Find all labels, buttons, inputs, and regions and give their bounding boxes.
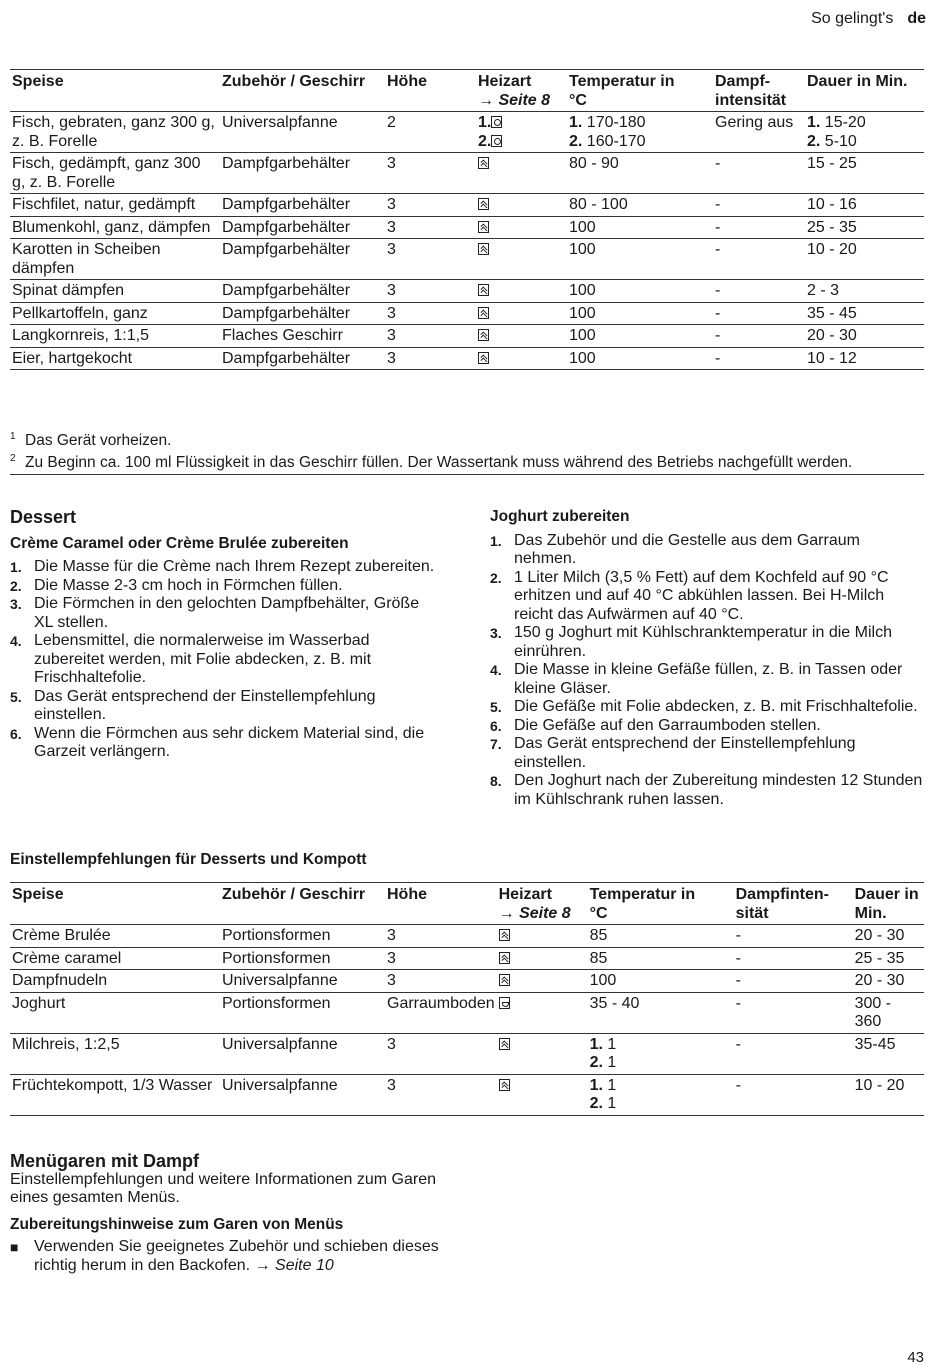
cell-speise: Dampfnudeln [10, 970, 220, 993]
cell-hoehe: 3 [385, 280, 476, 303]
cell-hoehe: 3 [385, 325, 476, 348]
table-row [10, 153, 924, 194]
col-dampf: Dampfinten- sität [734, 883, 853, 925]
cell-speise: Eier, hartgekocht [10, 347, 220, 370]
list-item: 6. Wenn die Förmchen aus sehr dickem Material sind, die Garzeit verlängern. [10, 724, 425, 760]
cell-hoehe: 3 [385, 239, 476, 280]
cell-heizart [476, 280, 567, 303]
cell-dampf: - [713, 194, 805, 217]
cell-temperatur: 80 - 90 [567, 153, 713, 194]
cell-dauer: 1. 15-20 2. 5-10 [805, 112, 924, 153]
cell-heizart [497, 1033, 588, 1074]
list-item: 5. Die Gefäße mit Folie abdecken, z. B. mit Frischhaltefolie. [490, 698, 918, 715]
cell-zubehoer: Dampfgarbehälter [220, 194, 385, 217]
menu-title: Menügaren mit Dampf [10, 1151, 200, 1171]
page-number: 43 [907, 1349, 924, 1366]
steam-mode-icon [499, 1079, 510, 1091]
col-dampf: Dampf- intensität [713, 70, 805, 112]
cell-dampf: - [713, 325, 805, 348]
steam-mode-icon [499, 1038, 510, 1050]
cell-dauer: 35 - 45 [805, 302, 924, 325]
steam-mode-icon [478, 157, 489, 169]
cell-dampf: - [734, 1074, 853, 1115]
table-row [10, 325, 924, 348]
cell-dauer: 300 - 360 [853, 992, 924, 1033]
cell-zubehoer: Dampfgarbehälter [220, 302, 385, 325]
cell-temperatur: 100 [567, 280, 713, 303]
col-speise: Speise [10, 883, 220, 925]
cell-heizart [476, 302, 567, 325]
list-item: 2. Die Masse 2-3 cm hoch in Förmchen füllen. [10, 576, 343, 594]
cell-hoehe: 3 [385, 947, 497, 970]
cell-temperatur: 100 [567, 302, 713, 325]
cell-zubehoer: Portionsformen [220, 992, 385, 1033]
cell-zubehoer: Dampfgarbehälter [220, 216, 385, 239]
menu-subtitle: Zubereitungshinweise zum Garen von Menüs [10, 1215, 344, 1233]
steam-mode-icon [499, 952, 510, 964]
table-row [10, 1074, 924, 1115]
cell-dauer: 10 - 20 [853, 1074, 924, 1115]
cell-dampf: - [713, 302, 805, 325]
cell-hoehe: 2 [385, 112, 476, 153]
cell-heizart [476, 239, 567, 280]
cell-dauer: 35-45 [853, 1033, 924, 1074]
table-row [10, 1033, 924, 1074]
cell-dampf: - [734, 1033, 853, 1074]
list-item: 3. Die Förmchen in den gelochten Dampfbehälter, Größe XL stellen. [10, 595, 420, 631]
cell-dampf: - [734, 992, 853, 1033]
cell-zubehoer: Portionsformen [220, 925, 385, 948]
cell-temperatur: 100 [567, 347, 713, 370]
footnote-1: $^1$ Das Gerät vorheizen. [10, 431, 172, 450]
col-dauer: Dauer in Min. [805, 70, 924, 112]
hot-air-steam-icon [491, 135, 502, 147]
list-item: 3. 150 g Joghurt mit Kühlschranktemperatur in die Milch einrühren. [490, 624, 892, 660]
list-item: 4. Lebensmittel, die normalerweise im Wasserbad zubereitet werden, mit Folie abdecken, z. B. mit Frischhaltefolie. [10, 632, 372, 686]
list-item: 8. Den Joghurt nach der Zubereitung mindesten 12 Stunden im Kühlschrank ruhen lassen. [490, 772, 923, 808]
table-row [10, 112, 924, 153]
table-row [10, 280, 924, 303]
cell-temperatur: 35 - 40 [588, 992, 734, 1033]
cell-heizart [497, 1074, 588, 1115]
footnote-2: $^2$ Zu Beginn ca. 100 ml Flüssigkeit in das Geschirr füllen. Der Wassertank muss während des Betriebs nachgefüllt werden. [10, 452, 853, 471]
cell-zubehoer: Dampfgarbehälter [220, 239, 385, 280]
cell-hoehe: 3 [385, 216, 476, 239]
cell-temperatur: 1. 170-180 2. 160-170 [567, 112, 713, 153]
cell-dampf: - [713, 216, 805, 239]
col-heizart: Heizart → Seite 8 [476, 70, 567, 112]
col-dauer: Dauer in Min. [853, 883, 924, 925]
cell-temperatur: 85 [588, 925, 734, 948]
cell-speise: Fisch, gedämpft, ganz 300 g, z. B. Forelle [10, 153, 220, 194]
cell-temperatur: 100 [567, 239, 713, 280]
cell-heizart: 1. 2. [476, 112, 567, 153]
table-row [10, 216, 924, 239]
col-heizart: Heizart → Seite 8 [497, 883, 588, 925]
cell-temperatur: 100 [588, 970, 734, 993]
table-row [10, 970, 924, 993]
steam-mode-icon [478, 221, 489, 233]
cell-dauer: 15 - 25 [805, 153, 924, 194]
table-row [10, 992, 924, 1033]
cell-heizart [476, 194, 567, 217]
cell-temperatur: 80 - 100 [567, 194, 713, 217]
hot-air-steam-icon [491, 116, 502, 128]
cell-dampf: - [713, 280, 805, 303]
cell-dampf: - [713, 347, 805, 370]
steam-mode-icon [499, 974, 510, 986]
list-item: 1. Die Masse für die Crème nach Ihrem Rezept zubereiten. [10, 558, 435, 575]
language-tag: de [907, 10, 926, 27]
col-zubehoer: Zubehör / Geschirr [220, 70, 385, 112]
cell-heizart [497, 992, 588, 1033]
cell-speise: Crème caramel [10, 947, 220, 970]
cell-speise: Langkornreis, 1:1,5 [10, 325, 220, 348]
page-reference-link[interactable]: → Seite 10 [254, 1256, 334, 1274]
cell-temperatur: 100 [567, 216, 713, 239]
list-item: 1. Das Zubehör und die Gestelle aus dem Garraum nehmen. [490, 531, 860, 567]
steam-mode-icon [499, 929, 510, 941]
cell-zubehoer: Dampfgarbehälter [220, 280, 385, 303]
cell-speise: Früchtekompott, 1/3 Wasser [10, 1074, 220, 1115]
header-title: So gelingt's [811, 10, 894, 27]
steam-mode-icon [478, 243, 489, 255]
cell-speise: Milchreis, 1:2,5 [10, 1033, 220, 1074]
cell-hoehe: 3 [385, 970, 497, 993]
cell-dauer: 20 - 30 [853, 970, 924, 993]
cell-temperatur: 1. 1 2. 1 [588, 1074, 734, 1115]
list-item: ■ Verwenden Sie geeignetes Zubehör und schieben dieses richtig herum in den Backofen. → Seite 10 [10, 1238, 439, 1274]
cell-dampf: - [713, 153, 805, 194]
bullet-icon: ■ [10, 1239, 19, 1255]
menu-intro: Einstellempfehlungen und weitere Informationen zum Garen eines gesamten Menüs. [10, 1170, 437, 1206]
steam-mode-icon [478, 198, 489, 210]
table-row [10, 947, 924, 970]
yogurt-mode-icon [499, 997, 510, 1009]
joghurt-title: Joghurt zubereiten [490, 508, 630, 525]
list-item: 5. Das Gerät entsprechend der Einstellempfehlung einstellen. [10, 687, 376, 723]
col-temperatur: Temperatur in °C [588, 883, 734, 925]
cell-hoehe: Garraumboden [385, 992, 497, 1033]
cell-zubehoer: Universalpfanne [220, 1074, 385, 1115]
cell-hoehe: 3 [385, 153, 476, 194]
cell-heizart [476, 347, 567, 370]
cooking-table-fish-vegetables [10, 69, 924, 370]
dessert-section [10, 508, 442, 762]
cell-temperatur: 85 [588, 947, 734, 970]
cell-zubehoer: Dampfgarbehälter [220, 153, 385, 194]
table-row [10, 925, 924, 948]
creme-steps [10, 558, 442, 762]
list-item: 6. Die Gefäße auf den Garraumboden stellen. [490, 716, 821, 734]
cell-zubehoer: Universalpfanne [220, 970, 385, 993]
cell-dauer: 10 - 16 [805, 194, 924, 217]
table2-title: Einstellempfehlungen für Desserts und Kompott [10, 851, 367, 868]
joghurt-section [490, 508, 924, 809]
list-item: 4. Die Masse in kleine Gefäße füllen, z. B. in Tassen oder kleine Gläser. [490, 661, 903, 697]
cell-zubehoer: Universalpfanne [220, 112, 385, 153]
cell-heizart [497, 970, 588, 993]
cell-dauer: 20 - 30 [853, 925, 924, 948]
list-item: 7. Das Gerät entsprechend der Einstellempfehlung einstellen. [490, 735, 856, 771]
col-temperatur: Temperatur in °C [567, 70, 713, 112]
menu-bullets [10, 1238, 450, 1275]
steam-mode-icon [478, 307, 489, 319]
cell-zubehoer: Dampfgarbehälter [220, 347, 385, 370]
cell-hoehe: 3 [385, 194, 476, 217]
cell-heizart [497, 925, 588, 948]
cell-hoehe: 3 [385, 1074, 497, 1115]
cell-hoehe: 3 [385, 925, 497, 948]
cell-zubehoer: Universalpfanne [220, 1033, 385, 1074]
cell-dampf: - [713, 239, 805, 280]
table-row [10, 302, 924, 325]
cell-hoehe: 3 [385, 1033, 497, 1074]
cell-hoehe: 3 [385, 347, 476, 370]
menu-section [10, 1152, 450, 1275]
cell-dauer: 2 - 3 [805, 280, 924, 303]
cell-speise: Fisch, gebraten, ganz 300 g, z. B. Forelle [10, 112, 220, 153]
creme-subtitle: Crème Caramel oder Crème Brulée zubereiten [10, 534, 349, 552]
col-hoehe: Höhe [385, 883, 497, 925]
table-footnotes [10, 428, 924, 475]
cell-dauer: 10 - 12 [805, 347, 924, 370]
col-speise: Speise [10, 70, 220, 112]
cell-dauer: 25 - 35 [805, 216, 924, 239]
table-row [10, 347, 924, 370]
steam-mode-icon [478, 284, 489, 296]
cell-heizart [497, 947, 588, 970]
cell-hoehe: 3 [385, 302, 476, 325]
cell-speise: Joghurt [10, 992, 220, 1033]
table-row [10, 239, 924, 280]
steam-mode-icon [478, 329, 489, 341]
cell-zubehoer: Flaches Geschirr [220, 325, 385, 348]
col-zubehoer: Zubehör / Geschirr [220, 883, 385, 925]
cell-speise: Fischfilet, natur, gedämpft [10, 194, 220, 217]
list-item: 2. 1 Liter Milch (3,5 % Fett) auf dem Kochfeld auf 90 °C erhitzen und auf 40 °C abkühlen lassen. Bei H-Milch reicht das Aufwärmen auf 40 °C. [490, 568, 889, 623]
cell-heizart [476, 325, 567, 348]
joghurt-steps [490, 532, 924, 810]
dessert-title: Dessert [10, 507, 77, 527]
cell-speise: Crème Brulée [10, 925, 220, 948]
cell-speise: Blumenkohl, ganz, dämpfen [10, 216, 220, 239]
cell-temperatur: 1. 1 2. 1 [588, 1033, 734, 1074]
cell-heizart [476, 216, 567, 239]
cell-zubehoer: Portionsformen [220, 947, 385, 970]
cell-heizart [476, 153, 567, 194]
cell-speise: Pellkartoffeln, ganz [10, 302, 220, 325]
cell-dauer: 20 - 30 [805, 325, 924, 348]
cell-dauer: 10 - 20 [805, 239, 924, 280]
steam-mode-icon [478, 352, 489, 364]
cell-dampf: Gering aus [713, 112, 805, 153]
cell-dampf: - [734, 925, 853, 948]
cell-speise: Spinat dämpfen [10, 280, 220, 303]
cell-temperatur: 100 [567, 325, 713, 348]
cell-dampf: - [734, 947, 853, 970]
page-header [811, 10, 926, 28]
col-hoehe: Höhe [385, 70, 476, 112]
table-row [10, 194, 924, 217]
cell-dauer: 25 - 35 [853, 947, 924, 970]
cell-speise: Karotten in Scheiben dämpfen [10, 239, 220, 280]
cell-dampf: - [734, 970, 853, 993]
cooking-table-desserts [10, 882, 924, 1116]
